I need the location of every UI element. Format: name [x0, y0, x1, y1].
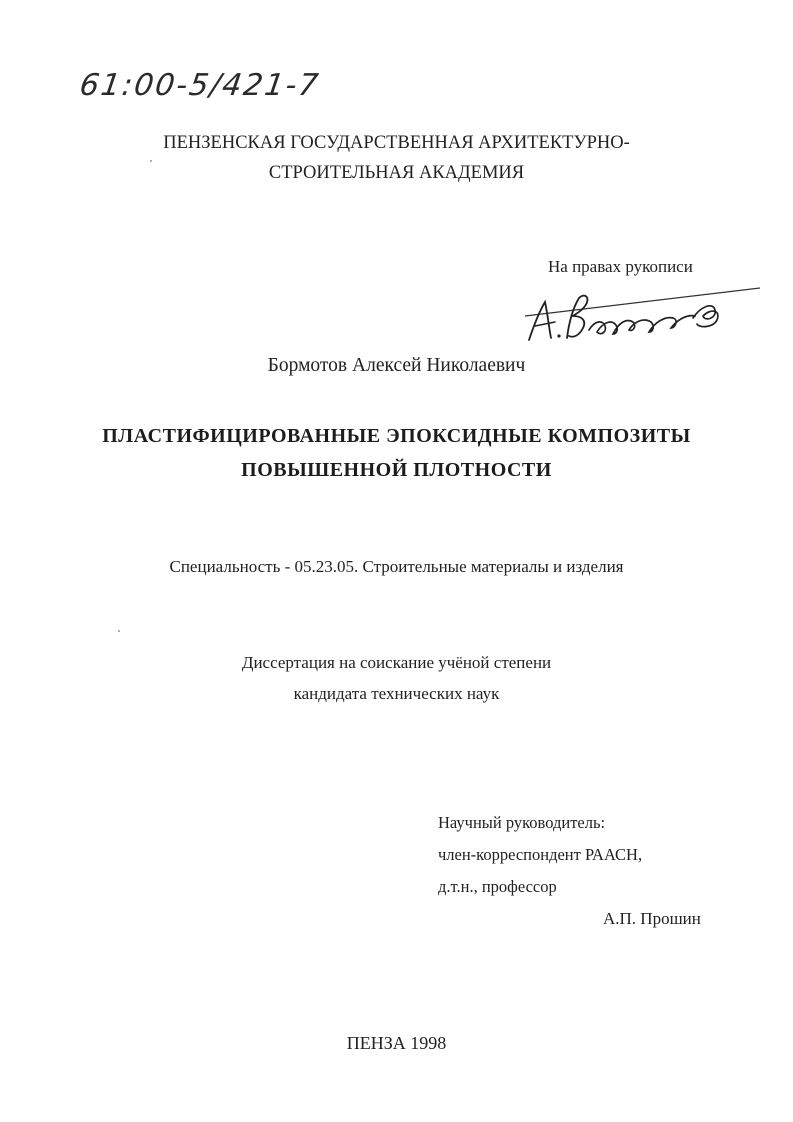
advisor-degree: д.т.н., профессор — [438, 877, 557, 896]
advisor-role: Научный руководитель: — [438, 813, 606, 832]
signature-drawing — [515, 278, 760, 358]
author-name: Бормотов Алексей Николаевич — [267, 355, 526, 376]
institution-line-2: СТРОИТЕЛЬНАЯ АКАДЕМИЯ — [268, 163, 525, 183]
city-year: ПЕНЗА 1998 — [346, 1033, 447, 1053]
dissertation-title-line-1: ПЛАСТИФИЦИРОВАННЫЕ ЭПОКСИДНЫЕ КОМПОЗИТЫ — [102, 425, 691, 447]
degree-line-2: кандидата технических наук — [293, 684, 500, 703]
institution-line-1: ПЕНЗЕНСКАЯ ГОСУДАРСТВЕННАЯ АРХИТЕКТУРНО- — [163, 133, 630, 153]
dissertation-title-line-2: ПОВЫШЕННОЙ ПЛОТНОСТИ — [241, 459, 552, 481]
advisor-name: А.П. Прошин — [603, 909, 701, 928]
catalog-number: 61:00-5/421-7 — [77, 68, 323, 103]
scan-speck — [118, 630, 120, 632]
advisor-rank: член-корреспондент РААСН, — [438, 845, 643, 864]
author-signature — [515, 278, 760, 358]
degree-line-1: Диссертация на соискание учёной степени — [241, 653, 552, 672]
manuscript-rights-label: На правах рукописи — [548, 257, 693, 276]
scan-speck — [150, 160, 152, 162]
specialty-line: Специальность - 05.23.05. Строительные материалы и изделия — [169, 557, 624, 576]
